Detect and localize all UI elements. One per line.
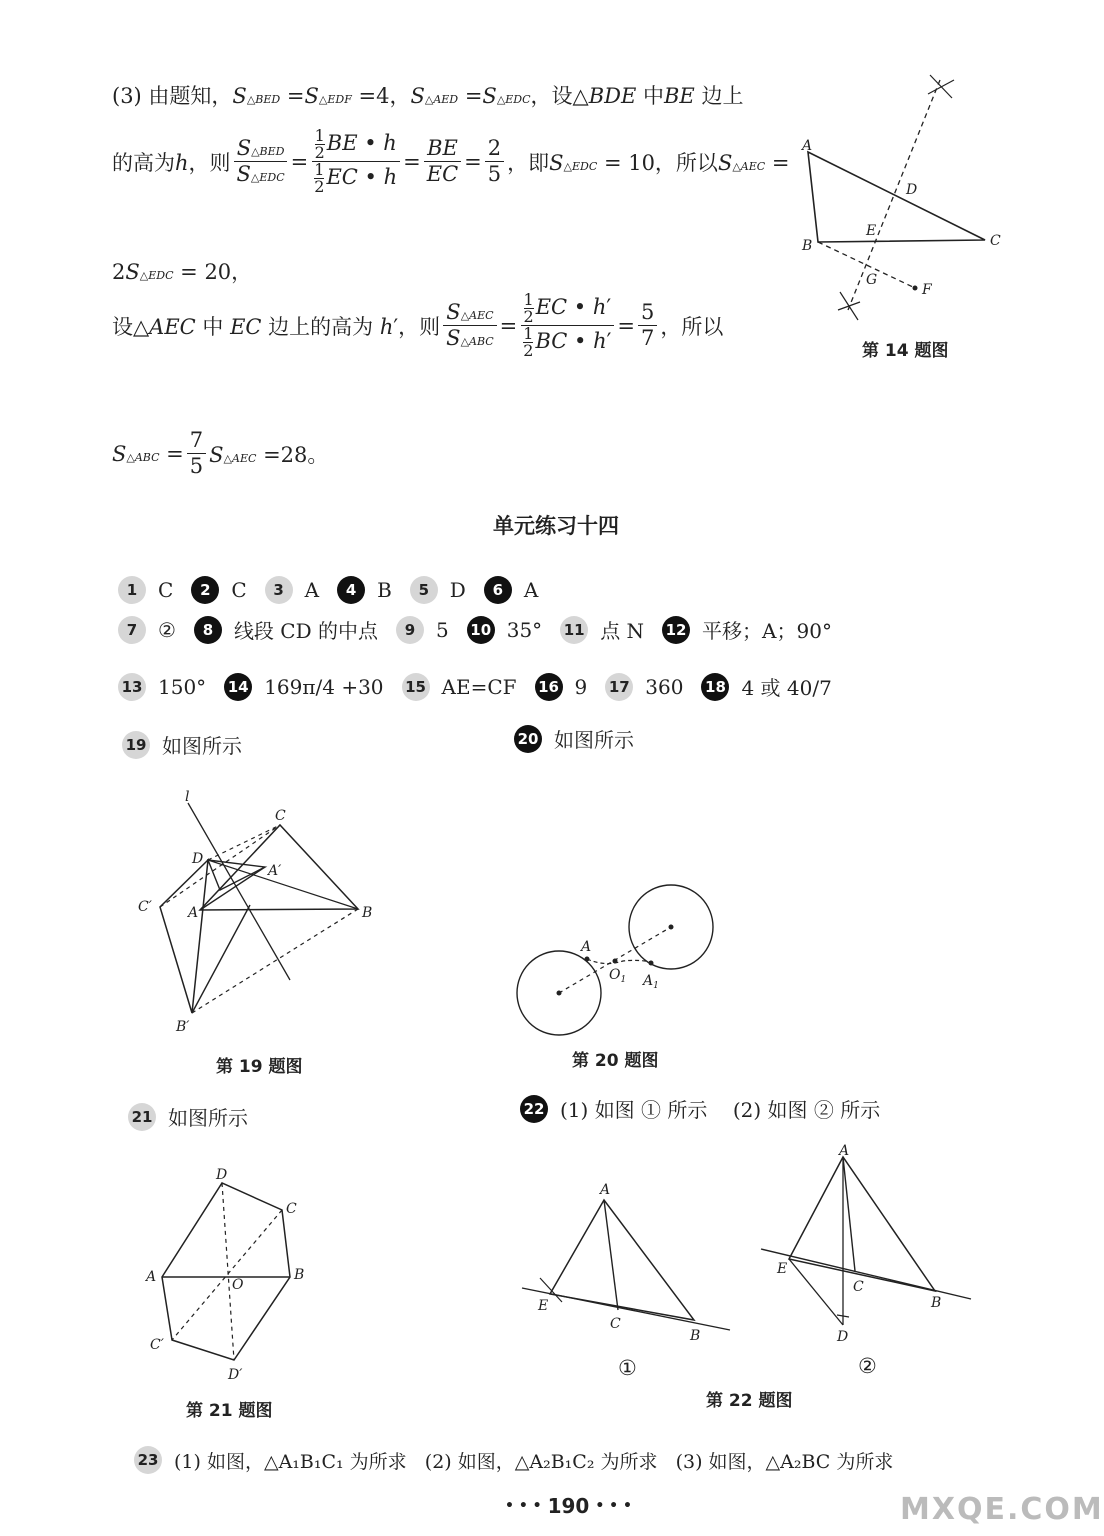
- figure-14: [790, 70, 1020, 330]
- fig20-caption: 第 20 题图: [572, 1051, 659, 1071]
- answer-num: 1: [118, 576, 146, 604]
- answer-text: 点 N: [600, 619, 645, 643]
- svg-text:G: G: [866, 272, 878, 288]
- answer-num: 4: [337, 576, 365, 604]
- svg-text:E: E: [538, 1298, 549, 1314]
- answer-num: 5: [410, 576, 438, 604]
- answers-row-1: [118, 576, 556, 604]
- answer-text: 169π/4 +30: [264, 674, 384, 699]
- svg-text:B′: B′: [176, 1019, 190, 1035]
- svg-text:D: D: [192, 851, 204, 867]
- answer-text: (1) 如图，△A₁B₁C₁ 为所求 (2) 如图，△A₂B₁C₂ 为所求 (3) 如图，△A₂BC 为所求: [174, 1450, 894, 1473]
- svg-text:A: A: [581, 939, 592, 955]
- figure-19: [130, 785, 400, 1045]
- answer-text: 9: [574, 674, 588, 699]
- answer-text: 35°: [506, 617, 543, 642]
- answer-text: 线段 CD 的中点: [233, 619, 378, 643]
- svg-text:O1: $O_1$: [609, 967, 627, 985]
- svg-text:A: A: [146, 1269, 157, 1285]
- answer-num: 11: [560, 616, 588, 644]
- answer-num: 3: [265, 576, 293, 604]
- answers-row-2: [118, 615, 850, 644]
- solution-line-1: (3) 由题知，S△BED =S△EDF =4，S△AED =S△EDC，设△BDE 中BE 边上: [112, 84, 744, 108]
- svg-text:l: l: [185, 789, 190, 805]
- answer-num: 13: [118, 673, 146, 701]
- svg-text:D: D: [216, 1167, 228, 1183]
- svg-text:D: D: [837, 1329, 849, 1345]
- answer-text: 5: [436, 617, 449, 642]
- answer-text: (1) 如图 ① 所示 (2) 如图 ② 所示: [560, 1098, 881, 1122]
- answer-num: 7: [118, 616, 146, 644]
- solution-line-3: 2S△EDC = 20，: [112, 260, 253, 284]
- answer-text: AE=CF: [441, 674, 517, 699]
- answer-text: ②: [158, 617, 176, 642]
- figure-22-2: [755, 1145, 985, 1350]
- answer-text: 150°: [158, 674, 207, 699]
- svg-text:B: B: [690, 1328, 701, 1344]
- answer-num: 19: [122, 731, 150, 759]
- answer-text: 如图所示: [162, 734, 242, 758]
- figure-22-1: [518, 1170, 738, 1360]
- answer-num: 2: [191, 576, 219, 604]
- answer-text: 平移；A；90°: [702, 619, 832, 643]
- answer-text: C: [231, 578, 247, 602]
- svg-text:C′: C′: [150, 1337, 164, 1353]
- answer-text: 360: [645, 674, 684, 699]
- answer-text: A: [523, 578, 539, 602]
- answer-num: 23: [134, 1446, 162, 1474]
- svg-text:B: B: [294, 1267, 305, 1283]
- section-title: 单元练习十四: [493, 514, 619, 538]
- svg-text:B: B: [802, 238, 813, 254]
- answer-num: 9: [396, 616, 424, 644]
- answer-text: B: [377, 578, 392, 602]
- solution-line-5: S△ABC = $\frac{7}{5}$ S△AEC =28。: [112, 428, 329, 479]
- answer-text: D: [449, 578, 466, 602]
- answer-19-row: [122, 730, 260, 759]
- solution-line-4: 设△AEC 中 EC 边上的高为 h′，则 $\frac{\text{S△AEC}}{\text{S△ABC}}$ = $\frac{1}{2}$ EC • h′ $\frac{1}{2}$ BC • h′ = $\frac{5}{7}$ ，所以: [112, 290, 724, 360]
- answer-text: A: [304, 578, 320, 602]
- dots-left-icon: • • •: [505, 1498, 542, 1514]
- answer-num: 17: [605, 673, 633, 701]
- svg-text:A: A: [188, 905, 199, 921]
- solution-line-2: 的高为h，则 $\frac{\text{S△BED}}{\text{S△EDC}}$ = $\frac{1}{2}$ BE • h $\frac{1}{2}$ EC • h = $\frac{BE}{EC}$ = $\frac{2}{5}$ ，即S△EDC = 10，所以S△AEC =: [112, 126, 790, 196]
- answer-20-row: [514, 724, 652, 753]
- answer-num: 21: [128, 1103, 156, 1131]
- dots-right-icon: • • •: [595, 1498, 632, 1514]
- answer-text: 4 或 40/7: [741, 676, 832, 700]
- fig19-caption: 第 19 题图: [216, 1057, 303, 1077]
- answer-num: 10: [467, 616, 495, 644]
- svg-text:C: C: [853, 1279, 864, 1295]
- answer-num: 12: [662, 616, 690, 644]
- answer-text: 如图所示: [168, 1106, 248, 1130]
- answer-num: 15: [402, 673, 430, 701]
- svg-text:E: E: [777, 1261, 788, 1277]
- answer-22-row: [520, 1094, 898, 1123]
- answer-num: 16: [535, 673, 563, 701]
- fig14-caption: 第 14 题图: [862, 341, 949, 361]
- svg-text:C: C: [286, 1201, 297, 1217]
- svg-text:E: E: [866, 223, 877, 239]
- answer-text: 如图所示: [554, 728, 634, 752]
- svg-text:A: A: [600, 1182, 611, 1198]
- svg-text:F: F: [922, 282, 932, 298]
- svg-text:B: B: [362, 905, 373, 921]
- svg-text:O: O: [232, 1277, 244, 1293]
- svg-text:C: C: [275, 808, 286, 824]
- answer-21-row: [128, 1102, 266, 1131]
- fig22-sub1-label: ①: [618, 1356, 637, 1380]
- fig21-caption: 第 21 题图: [186, 1401, 273, 1421]
- answer-num: 20: [514, 725, 542, 753]
- answer-text: C: [158, 578, 174, 602]
- answers-row-3: [118, 672, 850, 701]
- answer-num: 14: [224, 673, 252, 701]
- svg-text:C′: C′: [138, 899, 152, 915]
- answer-23-row: [134, 1446, 911, 1474]
- svg-text:B: B: [931, 1295, 942, 1311]
- answer-num: 22: [520, 1095, 548, 1123]
- fig22-caption: 第 22 题图: [706, 1391, 793, 1411]
- svg-text:D′: D′: [228, 1367, 243, 1383]
- svg-text:A: A: [802, 138, 813, 154]
- answer-num: 18: [701, 673, 729, 701]
- svg-text:C: C: [990, 233, 1001, 249]
- svg-text:C: C: [610, 1316, 621, 1332]
- fig22-sub2-label: ②: [858, 1354, 877, 1378]
- answer-num: 6: [484, 576, 512, 604]
- watermark: MXQE.COM: [900, 1492, 1104, 1527]
- answer-num: 8: [194, 616, 222, 644]
- figure-21: [140, 1165, 340, 1390]
- svg-text:A1: $A_1$: [643, 973, 659, 991]
- svg-text:A: A: [839, 1143, 850, 1159]
- page-number: • • • 190 • • •: [505, 1494, 632, 1518]
- svg-text:D: D: [906, 182, 918, 198]
- figure-20: [505, 875, 725, 1045]
- svg-text:A′: A′: [268, 863, 282, 879]
